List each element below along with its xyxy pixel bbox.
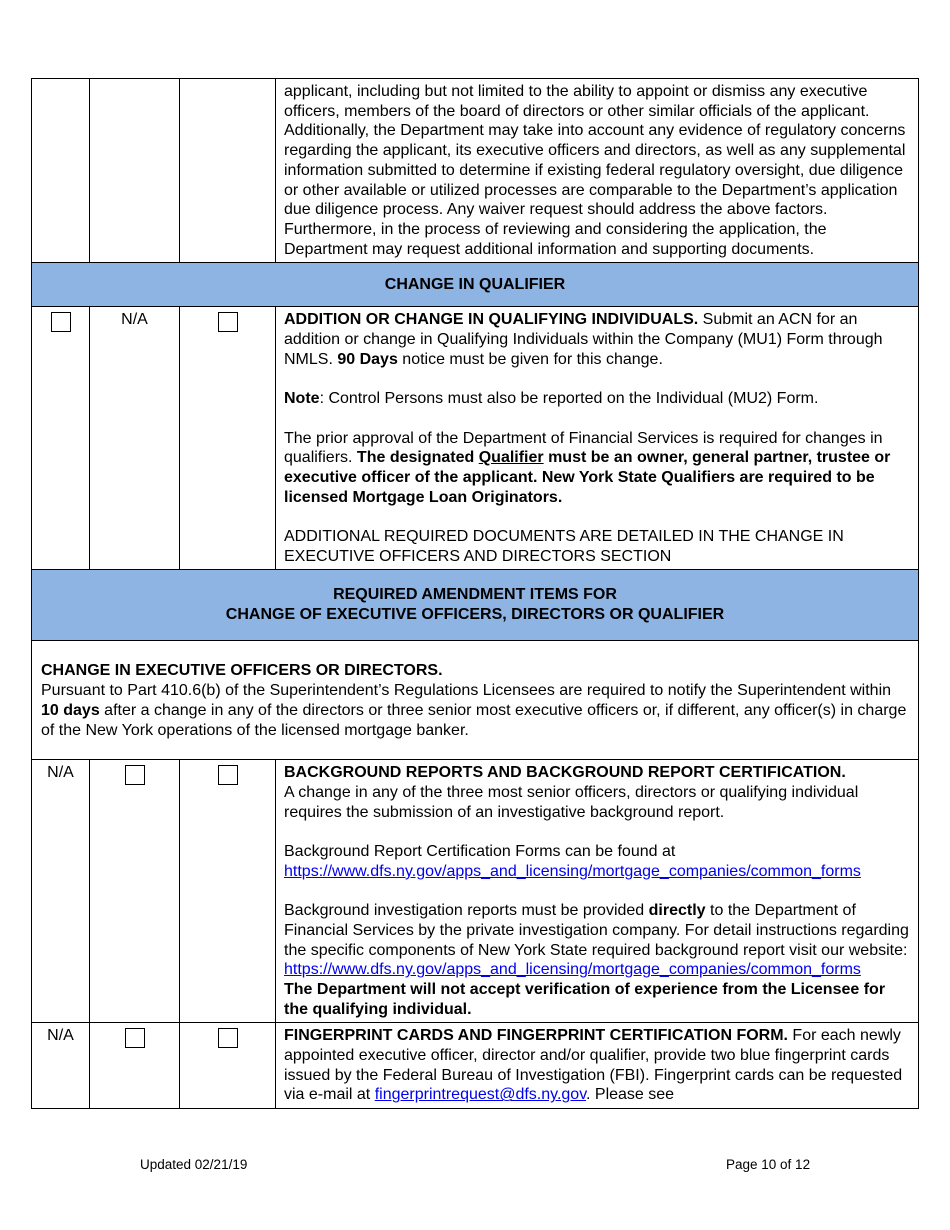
text: notice must be given for this change. [397, 350, 663, 368]
paragraph [284, 901, 910, 960]
item-heading: ADDITION OR CHANGE IN QUALIFYING INDIVIDUALS. [284, 311, 699, 329]
checkbox-cell [180, 760, 276, 1023]
checkbox[interactable] [51, 312, 71, 332]
checkbox[interactable] [125, 765, 145, 785]
empty-cell [32, 79, 90, 263]
footer-page-number: Page 10 of 12 [726, 1157, 811, 1172]
table-row [32, 760, 919, 1023]
bold-text: directly [648, 902, 706, 920]
checkbox[interactable] [218, 765, 238, 785]
checkbox[interactable] [218, 312, 238, 332]
table-row [32, 79, 919, 263]
text: Pursuant to Part 410.6(b) of the Superintendent’s Regulations Licensees are required to notify the Superintendent within [41, 682, 892, 700]
text: Background investigation reports must be provided [284, 902, 649, 920]
item-description [276, 1023, 919, 1109]
item-description [276, 307, 919, 570]
note-label: Note [284, 390, 320, 408]
paragraph [41, 681, 909, 740]
checkbox-cell [180, 1023, 276, 1109]
underlined-text: Qualifier [478, 449, 544, 467]
paragraph: applicant, including but not limited to the ability to appoint or dismiss any executive officers, members of the board of directors or other similar officials of the applicant. Additionally, the Department may take into account any evidence of regulatory concerns regarding the applicant, its executive officers and directors, as well as any supplemental information submitted to determine if existing federal regulatory oversight, due diligence or other available or utilized processes are comparable to the Department’s application due diligence process. Any waiver request should address the above factors. Furthermore, in the process of reviewing and considering the application, the Department may request additional information and supporting documents. [284, 83, 906, 258]
text: after a change in any of the directors or three senior most executive officers or, if different, any officer(s) in charge of the New York operations of the licensed mortgage banker. [41, 701, 907, 739]
paragraph: Background Report Certification Forms can be found at [284, 843, 676, 861]
checkbox-cell [32, 307, 90, 570]
intro-heading: CHANGE IN EXECUTIVE OFFICERS OR DIRECTORS. [41, 662, 443, 680]
paragraph [284, 1026, 910, 1105]
item-description [276, 79, 919, 263]
requirements-table [31, 78, 919, 1109]
paragraph: A change in any of the three most senior officers, directors or qualifying individual requires the submission of an investigative background report. [284, 783, 859, 821]
bold-text: 90 Days [337, 350, 398, 368]
text: to the Department of Financial Services by the private investigation company. For detail instructions regarding the specific components of New York State required background report visit our website: [284, 902, 909, 959]
checkbox[interactable] [125, 1028, 145, 1048]
checkbox-cell [90, 760, 180, 1023]
empty-cell [180, 79, 276, 263]
paragraph: ADDITIONAL REQUIRED DOCUMENTS ARE DETAILED IN THE CHANGE IN EXECUTIVE OFFICERS AND DIRECTORS SECTION [284, 528, 844, 565]
item-description [276, 760, 919, 1023]
checkbox-cell [180, 307, 276, 570]
checkbox[interactable] [218, 1028, 238, 1048]
title-line: REQUIRED AMENDMENT ITEMS FOR [333, 586, 617, 604]
paragraph [284, 310, 910, 369]
table-row [32, 1023, 919, 1109]
title-line: CHANGE OF EXECUTIVE OFFICERS, DIRECTORS OR QUALIFIER [225, 606, 725, 624]
text: For each newly appointed executive officer, director and/or qualifier, provide two blue fingerprint cards issued by the Federal Bureau of Investigation (FBI). Fingerprint cards can be requested via e-mail at [284, 1027, 903, 1104]
item-heading: BACKGROUND REPORTS AND BACKGROUND REPORT CERTIFICATION. [284, 764, 846, 782]
text: : Control Persons must also be reported on the Individual (MU2) Form. [319, 390, 819, 408]
bold-text: The Department will not accept verification of experience from the Licensee for the qualifying individual. [284, 980, 886, 1018]
text: Submit an ACN for an addition or change in Qualifying Individuals within the Company (MU1) Form through NMLS. [284, 311, 883, 368]
bold-text: 10 days [41, 701, 100, 719]
item-heading: FINGERPRINT CARDS AND FINGERPRINT CERTIFICATION FORM. [284, 1027, 788, 1045]
paragraph [284, 389, 910, 409]
section-header-row [32, 570, 919, 641]
na-cell: N/A [32, 1023, 90, 1109]
paragraph [284, 429, 910, 508]
bold-text: must be an owner, general partner, trustee or executive officer of the applicant. New York State Qualifiers are required to be licensed Mortgage Loan Originators. [284, 449, 891, 506]
na-cell: N/A [32, 760, 90, 1023]
empty-cell [90, 79, 180, 263]
intro-row [32, 641, 919, 760]
checkbox-cell [90, 1023, 180, 1109]
na-cell: N/A [90, 307, 180, 570]
common-forms-link[interactable]: https://www.dfs.ny.gov/apps_and_licensing/mortgage_companies/common_forms [284, 961, 861, 979]
fingerprint-email-link[interactable]: fingerprintrequest@dfs.ny.gov [374, 1086, 587, 1104]
bold-text: The designated [356, 449, 479, 467]
text: . Please see [586, 1086, 675, 1104]
footer-updated: Updated 02/21/19 [140, 1157, 248, 1172]
section-title-amendment [32, 570, 919, 641]
section-header-row [32, 263, 919, 307]
text: The prior approval of the Department of Financial Services is required for changes in qualifiers. [284, 429, 883, 467]
common-forms-link[interactable]: https://www.dfs.ny.gov/apps_and_licensing/mortgage_companies/common_forms [284, 862, 861, 880]
section-title-qualifier: CHANGE IN QUALIFIER [32, 263, 919, 307]
intro-text [32, 641, 919, 760]
table-row [32, 307, 919, 570]
